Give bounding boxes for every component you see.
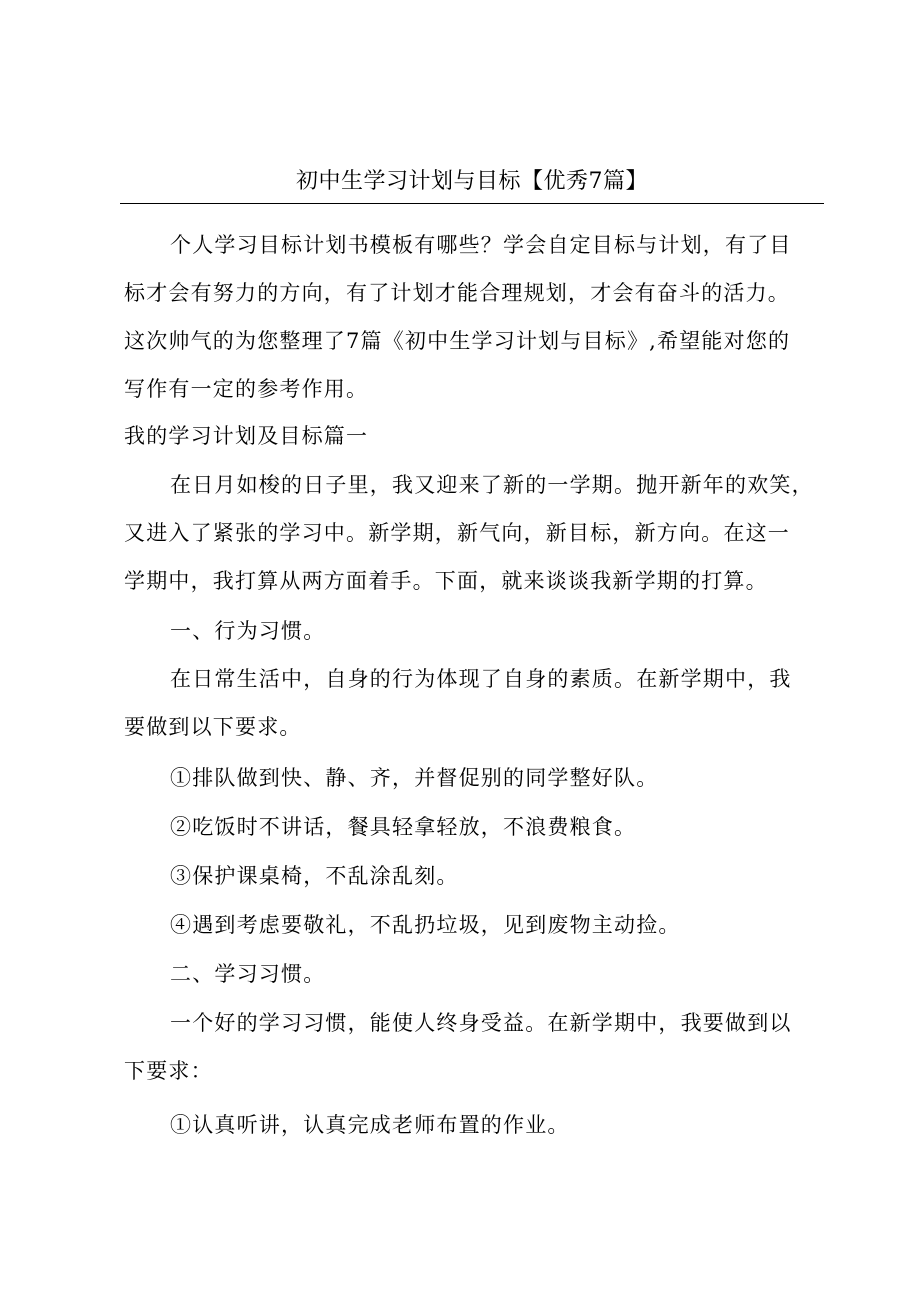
- body-line: 这次帅气的为您整理了7篇《初中生学习计划与目标》,希望能对您的: [124, 329, 791, 353]
- body-line: ③保护课桌椅，不乱涂乱刻。: [170, 864, 459, 888]
- body-line: 在日常生活中，自身的行为体现了自身的素质。在新学期中，我: [170, 667, 792, 691]
- body-line: 写作有一定的参考作用。: [124, 377, 369, 401]
- body-line: 下要求：: [124, 1059, 213, 1083]
- title-divider: [120, 203, 824, 204]
- body-line: 又进入了紧张的学习中。新学期，新气向，新目标，新方向。在这一: [124, 521, 790, 545]
- body-line: ①认真听讲，认真完成老师布置的作业。: [170, 1113, 570, 1137]
- body-line: 标才会有努力的方向，有了计划才能合理规划，才会有奋斗的活力。: [124, 281, 790, 305]
- body-line: 一个好的学习习惯，能使人终身受益。在新学期中，我要做到以: [170, 1011, 792, 1035]
- body-line: 要做到以下要求。: [124, 715, 302, 739]
- body-line: 在日月如梭的日子里，我又迎来了新的一学期。抛开新年的欢笑，: [170, 473, 814, 497]
- body-line: ④遇到考虑要敬礼，不乱扔垃圾，见到废物主动捡。: [170, 913, 681, 937]
- body-line: 一、行为习惯。: [170, 619, 326, 643]
- body-line: ②吃饭时不讲话，餐具轻拿轻放，不浪费粮食。: [170, 815, 637, 839]
- body-line: 学期中，我打算从两方面着手。下面，就来谈谈我新学期的打算。: [124, 569, 768, 593]
- body-line: 我的学习计划及目标篇一: [124, 424, 369, 448]
- document-title: 初中生学习计划与目标【优秀7篇】: [296, 169, 648, 194]
- body-line: ①排队做到快、静、齐，并督促别的同学整好队。: [170, 766, 659, 790]
- body-line: 二、学习习惯。: [170, 962, 326, 986]
- body-line: 个人学习目标计划书模板有哪些？学会自定目标与计划，有了目: [170, 233, 792, 257]
